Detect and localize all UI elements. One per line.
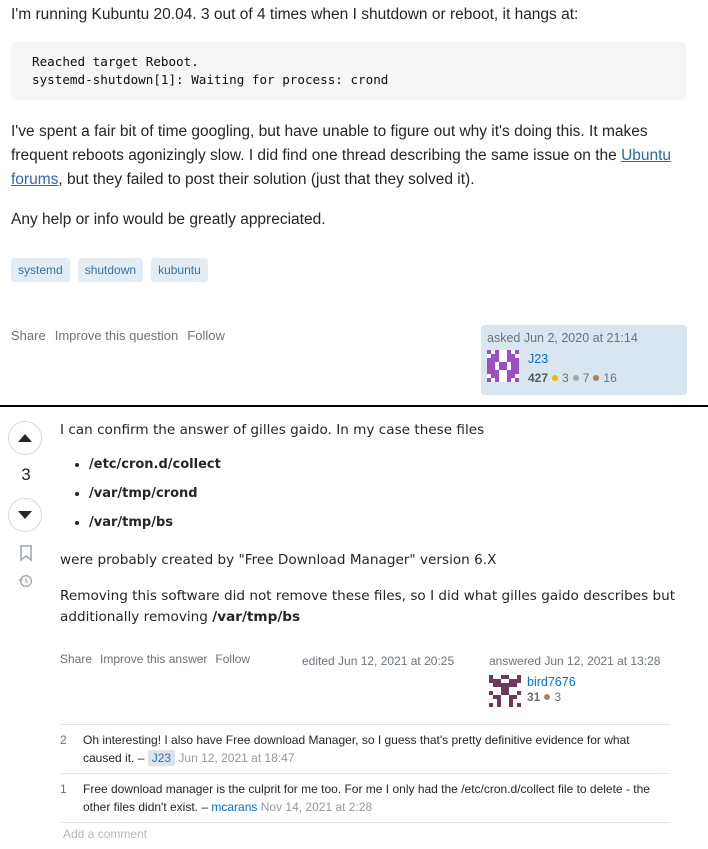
tag-kubuntu[interactable]: kubuntu	[151, 258, 208, 282]
tag-list	[11, 258, 208, 282]
code-block	[11, 42, 686, 100]
add-comment-link[interactable]: Add a comment	[63, 827, 148, 841]
avatar[interactable]	[489, 675, 521, 707]
answer-paragraph: Removing this software did not remove these files, so I did what gilles gaido describes but additionally removing /var/tmp/bs	[60, 588, 676, 625]
comment-text: Oh interesting! I also have Free download Manager, so I guess that's pretty definitive evidence for what caused it. –	[83, 733, 630, 765]
ubuntu-forums-link[interactable]: Ubuntu forums	[11, 147, 672, 188]
comment-list	[60, 724, 670, 823]
answerer-name[interactable]: bird7676	[527, 675, 576, 689]
history-icon[interactable]	[18, 572, 34, 590]
comment-text: Free download manager is the culprit for me too. For me I only had the /etc/cron.d/collect file to delete - the other files didn't exist. –	[83, 782, 650, 814]
comment-date[interactable]: Nov 14, 2021 at 2:28	[260, 800, 373, 814]
follow-link[interactable]: Follow	[187, 328, 225, 343]
owner-reputation	[528, 371, 617, 385]
bronze-badge-icon	[593, 375, 599, 381]
bronze-count: 16	[603, 371, 617, 385]
arrow-up-icon	[18, 434, 32, 442]
follow-link[interactable]: Follow	[215, 652, 251, 666]
comment	[60, 725, 670, 774]
comment	[60, 774, 670, 823]
answer-intro: I can confirm the answer of gilles gaido. In my case these files	[60, 422, 485, 438]
comment-date[interactable]: Jun 12, 2021 at 18:47	[178, 751, 295, 765]
section-divider	[0, 405, 708, 407]
reputation-score: 31	[527, 690, 541, 704]
question-paragraph: Any help or info would be greatly appreciated.	[11, 211, 326, 228]
bronze-badge-icon	[544, 694, 550, 700]
owner-name[interactable]: J23	[528, 352, 549, 366]
bookmark-icon[interactable]	[18, 544, 34, 562]
vote-count: 3	[21, 465, 31, 484]
reputation-score: 427	[528, 371, 549, 385]
answerer-reputation	[527, 690, 561, 704]
answered-time: answered Jun 12, 2021 at 13:28	[489, 654, 661, 668]
comment-user[interactable]: mcarans	[211, 800, 258, 814]
question-actions	[11, 328, 225, 343]
list-item: • /etc/cron.d/collect	[89, 455, 221, 484]
gold-badge-icon	[552, 375, 558, 381]
share-link[interactable]: Share	[60, 652, 93, 666]
gold-count: 3	[562, 371, 569, 385]
bronze-count: 3	[554, 690, 562, 704]
list-item: • /var/tmp/bs	[89, 513, 221, 542]
answer-paragraph: were probably created by "Free Download Manager" version 6.X	[60, 552, 497, 568]
edited-time[interactable]: edited Jun 12, 2021 at 20:25	[302, 654, 455, 668]
improve-answer-link[interactable]: Improve this answer	[100, 652, 208, 666]
comment-user[interactable]: J23	[148, 750, 175, 766]
upvote-button[interactable]	[8, 421, 42, 455]
silver-badge-icon	[573, 375, 579, 381]
list-item: • /var/tmp/crond	[89, 484, 221, 513]
arrow-down-icon	[18, 511, 32, 519]
comment-score: 1	[60, 782, 67, 796]
improve-question-link[interactable]: Improve this question	[54, 328, 179, 343]
comment-score: 2	[60, 733, 67, 747]
question-intro: I'm running Kubuntu 20.04. 3 out of 4 times when I shutdown or reboot, it hangs at:	[11, 6, 579, 23]
code-line: systemd-shutdown[1]: Waiting for process: crond	[32, 72, 389, 87]
avatar[interactable]	[487, 350, 519, 382]
file-list	[70, 455, 221, 542]
downvote-button[interactable]	[8, 498, 42, 532]
owner-card	[481, 325, 687, 395]
asked-time: asked Jun 2, 2020 at 21:14	[487, 331, 638, 345]
tag-shutdown[interactable]: shutdown	[78, 258, 143, 282]
answer-actions	[60, 652, 250, 666]
tag-systemd[interactable]: systemd	[11, 258, 70, 282]
code-line: Reached target Reboot.	[32, 54, 199, 69]
share-link[interactable]: Share	[11, 328, 46, 343]
silver-count: 7	[582, 371, 590, 385]
question-paragraph: I've spent a fair bit of time googling, but have unable to figure out why it's doing this. It makes frequent reboots agonizingly slow. I did find one thread describing the same issue on the Ubuntu forums, but they failed to post their solution (just that they solved it).	[11, 123, 672, 188]
